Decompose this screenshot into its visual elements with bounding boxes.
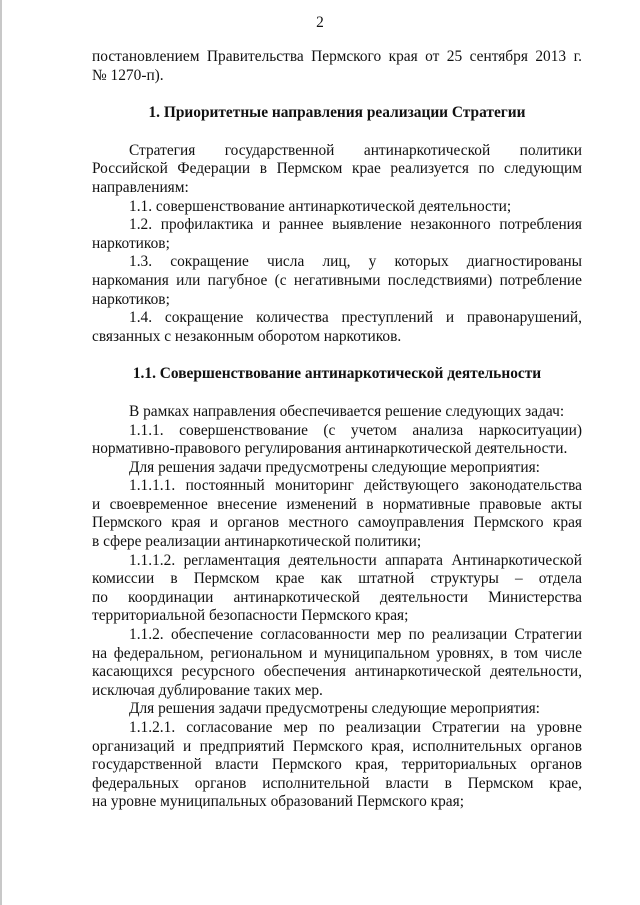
text-line: организаций и предприятий Пермского края, исполнительных органов	[92, 737, 582, 755]
paragraph	[92, 477, 582, 551]
text-line: Российской Федерации в Пермском крае реализуется по следующим	[92, 160, 582, 178]
text-line: направлениям:	[92, 178, 189, 196]
paragraph	[92, 403, 582, 422]
text-line: постановлением Правительства Пермского края от 25 сентября 2013 г.	[92, 48, 582, 65]
text-line: наркотиков;	[92, 290, 170, 308]
text-line: территориальной безопасности Пермского края;	[92, 607, 409, 625]
paragraph	[92, 700, 582, 719]
spacer	[92, 384, 582, 403]
text-line: 1.4. сокращение количества преступлений и правонарушений,	[129, 309, 582, 327]
text-line: исключая дублирование таких мер.	[92, 681, 323, 699]
paragraph	[92, 253, 582, 309]
document-body	[92, 48, 582, 812]
text-line: наркотиков;	[92, 234, 170, 252]
paragraph	[92, 198, 582, 217]
paragraph	[92, 48, 582, 85]
text-line: 1.3. сокращение числа лиц, у которых диагностированы	[129, 253, 582, 271]
text-line: государственной власти Пермского края, территориальных органов	[92, 756, 582, 774]
text-line: на федеральном, региональном и муниципальном уровнях, в том числе	[92, 644, 582, 662]
text-line: 1.1.1. совершенствование (с учетом анализа наркоситуации)	[129, 421, 582, 439]
paragraph	[92, 719, 582, 812]
text-line: 1.1.1.2. регламентация деятельности аппарата Антинаркотической	[129, 551, 582, 569]
text-line: Пермского края и органов местного самоуправления Пермского края	[92, 514, 582, 532]
paragraph	[92, 552, 582, 626]
text-line: комиссии в Пермском крае как штатной структуры – отдела	[92, 570, 582, 588]
paragraph	[92, 216, 582, 253]
text-line: 1.1. совершенствование антинаркотической деятельности;	[129, 197, 512, 215]
text-line: на уровне муниципальных образований Пермского края;	[92, 793, 464, 811]
spacer	[92, 85, 582, 104]
paragraph	[92, 309, 582, 346]
text-line: и своевременное внесение изменений в нормативные правовые акты	[92, 495, 582, 513]
text-line: федеральных органов исполнительной власти в Пермском крае,	[92, 774, 582, 792]
text-line: 1.1.2. обеспечение согласованности мер по реализации Стратегии	[129, 626, 582, 644]
section-heading: 1.1. Совершенствование антинаркотической деятельности	[132, 365, 542, 383]
text-line: В рамках направления обеспечивается решение следующих задач:	[129, 402, 565, 420]
text-line: 1.1.1.1. постоянный мониторинг действующего законодательства	[129, 477, 582, 495]
text-line: наркомания или пагубное (с негативными последствиями) потребление	[92, 271, 582, 289]
text-line: нормативно-правового регулирования антинаркотической деятельности.	[92, 440, 568, 458]
page-number: 2	[316, 14, 324, 31]
page-edge	[0, 0, 2, 905]
paragraph	[92, 142, 582, 198]
text-line: 1.2. профилактика и раннее выявление незаконного потребления	[129, 216, 582, 234]
text-line: связанных с незаконным оборотом наркотиков.	[92, 327, 402, 345]
paragraph	[92, 626, 582, 700]
spacer	[92, 346, 582, 365]
text-line: Стратегия государственной антинаркотической политики	[129, 141, 582, 159]
text-line: касающихся ресурсного обеспечения антинаркотической деятельности,	[92, 663, 582, 681]
text-line: в сфере реализации антинаркотической политики;	[92, 533, 422, 551]
text-line: № 1270-п).	[92, 66, 164, 84]
paragraph	[92, 422, 582, 459]
section-heading: 1. Приоритетные направления реализации Стратегии	[148, 104, 526, 122]
text-line: 1.1.2.1. согласование мер по реализации Стратегии на уровне	[129, 719, 582, 736]
text-line: по координации антинаркотической деятельности Министерства	[92, 588, 582, 606]
text-line: Для решения задачи предусмотрены следующие мероприятия:	[129, 458, 540, 476]
paragraph	[92, 459, 582, 478]
spacer	[92, 123, 582, 142]
text-line: Для решения задачи предусмотрены следующие мероприятия:	[129, 700, 540, 718]
